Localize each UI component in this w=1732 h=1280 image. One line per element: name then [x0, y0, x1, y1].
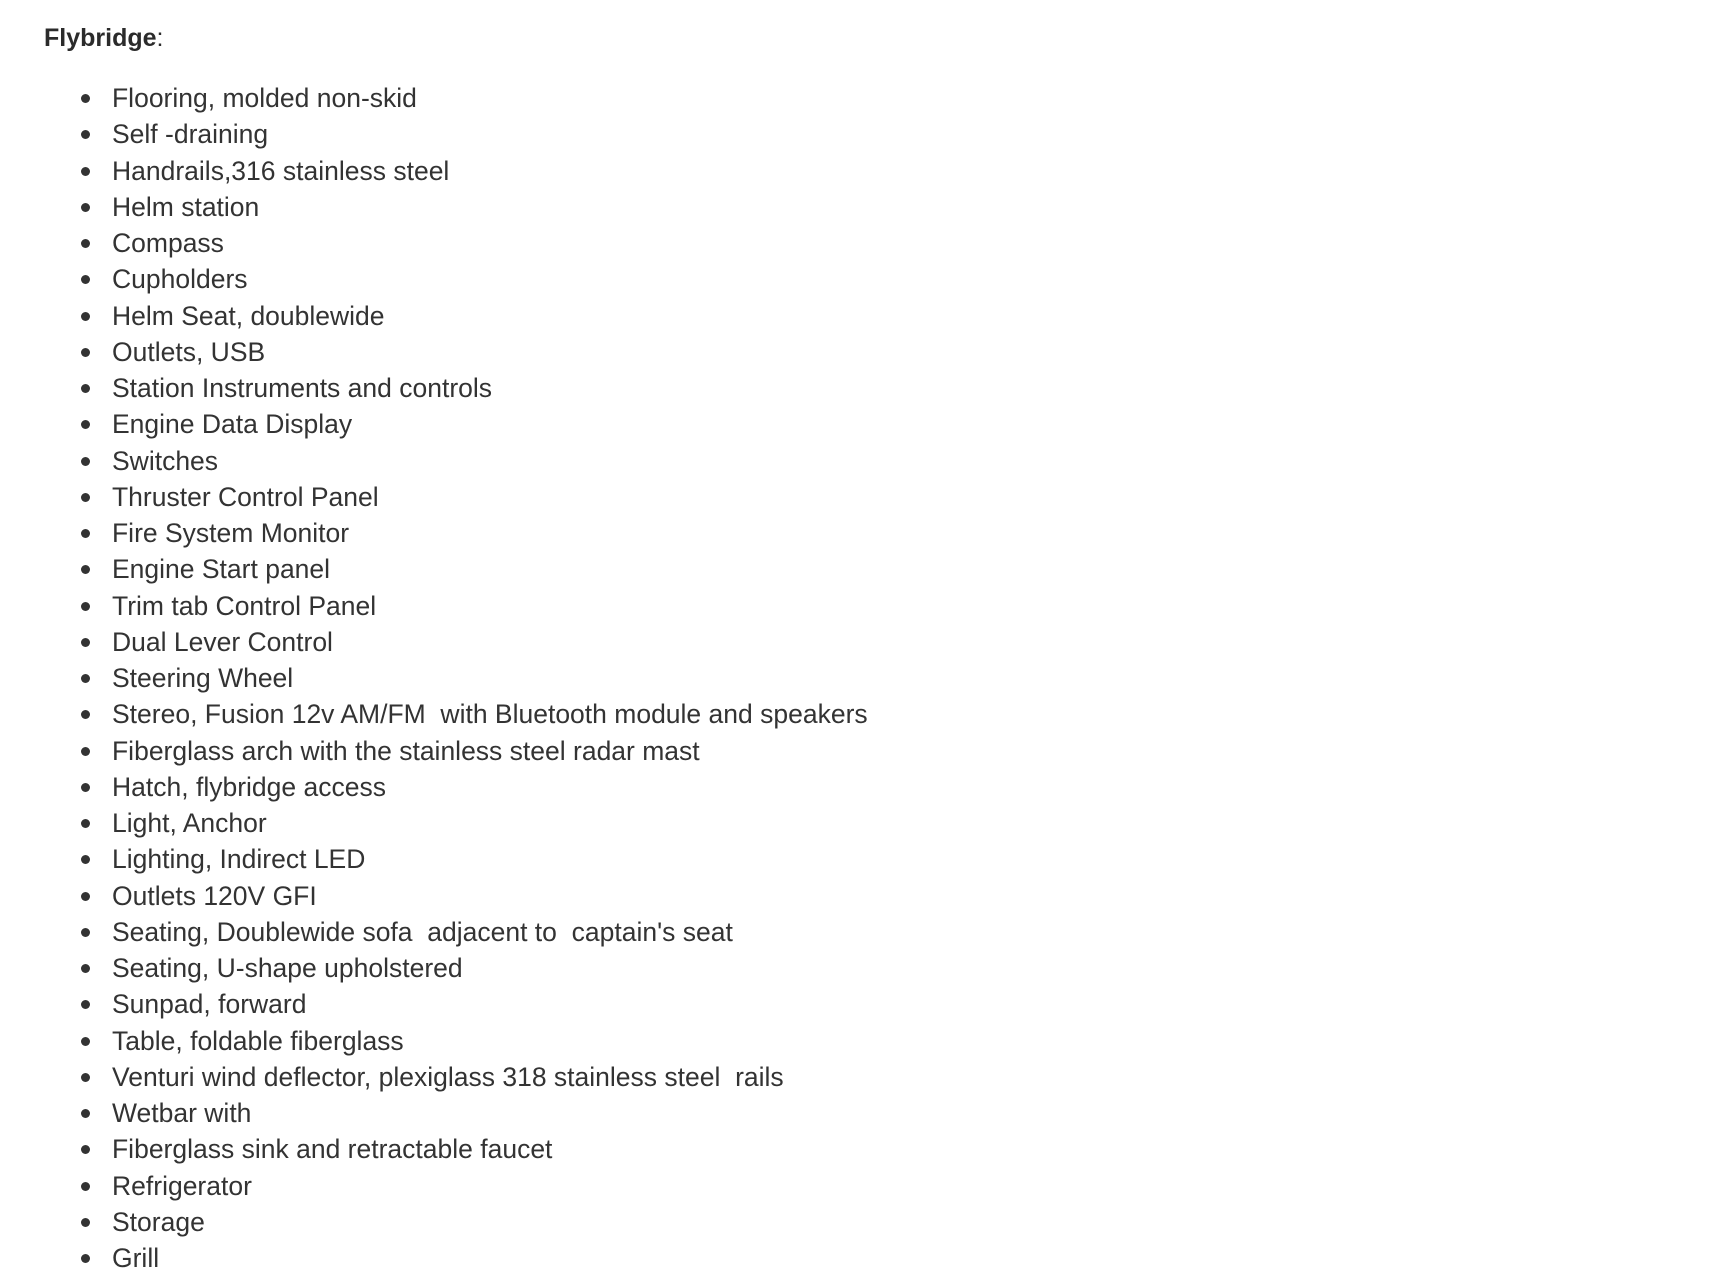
bullet-icon: [81, 529, 90, 538]
list-item-text: Light, Anchor: [112, 808, 267, 838]
list-item-text: Steering Wheel: [112, 663, 294, 693]
list-item: [44, 805, 868, 841]
list-item-text: Fiberglass sink and retractable faucet: [112, 1134, 553, 1165]
list-item-text: Hatch, flybridge access: [112, 771, 386, 802]
bullet-icon: [81, 1218, 90, 1227]
list-item: [44, 1168, 868, 1204]
list-item: [44, 769, 868, 805]
list-item-text: Self -draining: [112, 119, 269, 150]
bullet-icon: [81, 239, 90, 248]
bullet-icon: [81, 348, 90, 357]
list-item-text: Station Instruments and controls: [112, 373, 493, 403]
list-item-text: Engine Start panel: [112, 554, 331, 585]
bullet-icon: [81, 384, 90, 393]
list-item: [44, 624, 868, 660]
list-item-text: Stereo, Fusion 12v AM/FM with Bluetooth module and speakers: [112, 699, 868, 730]
list-item: [44, 189, 868, 225]
list-item: [44, 1023, 868, 1059]
list-item: [44, 298, 868, 334]
list-item: [44, 986, 868, 1022]
list-item-text: Outlets 120V GFI: [112, 880, 317, 911]
list-item: [44, 443, 868, 479]
list-item: [44, 950, 868, 986]
spec-section: [44, 22, 1684, 1273]
bullet-icon: [81, 674, 90, 683]
bullet-icon: [81, 1037, 90, 1046]
list-item: [44, 551, 868, 587]
bullet-icon: [81, 1073, 90, 1082]
bullet-icon: [81, 783, 90, 792]
bullet-icon: [81, 167, 90, 176]
list-item-text: Table, foldable fiberglass: [112, 1025, 404, 1056]
list-item-text: Seating, U-shape upholstered: [112, 953, 463, 983]
bullet-icon: [81, 565, 90, 574]
list-item-text: Flooring, molded non-skid: [112, 83, 417, 113]
list-item: [44, 1204, 868, 1240]
list-item-text: Helm station: [112, 191, 260, 222]
bullet-icon: [81, 1000, 90, 1009]
list-item-text: Switches: [112, 445, 219, 476]
list-item: [44, 80, 868, 116]
bullet-icon: [81, 855, 90, 864]
list-item-text: Trim tab Control Panel: [112, 590, 377, 621]
list-item: [44, 588, 868, 624]
section-title-suffix: :: [156, 24, 164, 52]
list-item: [44, 733, 868, 769]
feature-list: [44, 80, 868, 1276]
bullet-icon: [81, 312, 90, 321]
bullet-icon: [81, 964, 90, 973]
list-item: [44, 225, 868, 261]
bullet-icon: [81, 203, 90, 212]
list-item-text: Grill: [112, 1243, 160, 1273]
list-item-text: Engine Data Display: [112, 409, 353, 440]
list-item: [44, 1131, 868, 1167]
bullet-icon: [81, 638, 90, 647]
list-item-text: Compass: [112, 228, 224, 258]
bullet-icon: [81, 892, 90, 901]
bullet-icon: [81, 602, 90, 611]
list-item-text: Venturi wind deflector, plexiglass 318 stainless steel rails: [112, 1061, 784, 1092]
list-item: [44, 334, 868, 370]
list-item: [44, 1059, 868, 1095]
list-item: [44, 261, 868, 297]
list-item-text: Handrails,316 stainless steel: [112, 155, 450, 186]
list-item-text: Helm Seat, doublewide: [112, 300, 385, 331]
list-item: [44, 116, 868, 152]
list-item: [44, 479, 868, 515]
section-heading: [44, 22, 1684, 54]
list-item-text: Fiberglass arch with the stainless steel radar mast: [112, 735, 700, 766]
list-item-text: Wetbar with: [112, 1098, 252, 1128]
bullet-icon: [81, 819, 90, 828]
list-item-text: Seating, Doublewide sofa adjacent to captain's seat: [112, 916, 733, 947]
list-item: [44, 1240, 868, 1276]
bullet-icon: [81, 928, 90, 937]
list-item: [44, 153, 868, 189]
list-item-text: Refrigerator: [112, 1170, 252, 1201]
list-item: [44, 914, 868, 950]
list-item: [44, 878, 868, 914]
list-item: [44, 841, 868, 877]
list-item-text: Storage: [112, 1206, 205, 1237]
list-item: [44, 1095, 868, 1131]
list-item: [44, 696, 868, 732]
bullet-icon: [81, 420, 90, 429]
list-item-text: Cupholders: [112, 264, 248, 295]
list-item-text: Dual Lever Control: [112, 626, 333, 657]
bullet-icon: [81, 493, 90, 502]
bullet-icon: [81, 1109, 90, 1118]
list-item: [44, 515, 868, 551]
list-item-text: Fire System Monitor: [112, 518, 350, 548]
section-title: Flybridge: [44, 24, 157, 52]
list-item-text: Thruster Control Panel: [112, 481, 379, 512]
bullet-icon: [81, 1254, 90, 1263]
bullet-icon: [81, 94, 90, 103]
list-item: [44, 406, 868, 442]
list-item: [44, 370, 868, 406]
list-item-text: Sunpad, forward: [112, 989, 307, 1020]
bullet-icon: [81, 130, 90, 139]
list-item-text: Outlets, USB: [112, 336, 266, 367]
list-item: [44, 660, 868, 696]
bullet-icon: [81, 1182, 90, 1191]
bullet-icon: [81, 710, 90, 719]
bullet-icon: [81, 747, 90, 756]
bullet-icon: [81, 457, 90, 466]
bullet-icon: [81, 275, 90, 284]
list-item-text: Lighting, Indirect LED: [112, 844, 366, 875]
bullet-icon: [81, 1145, 90, 1154]
